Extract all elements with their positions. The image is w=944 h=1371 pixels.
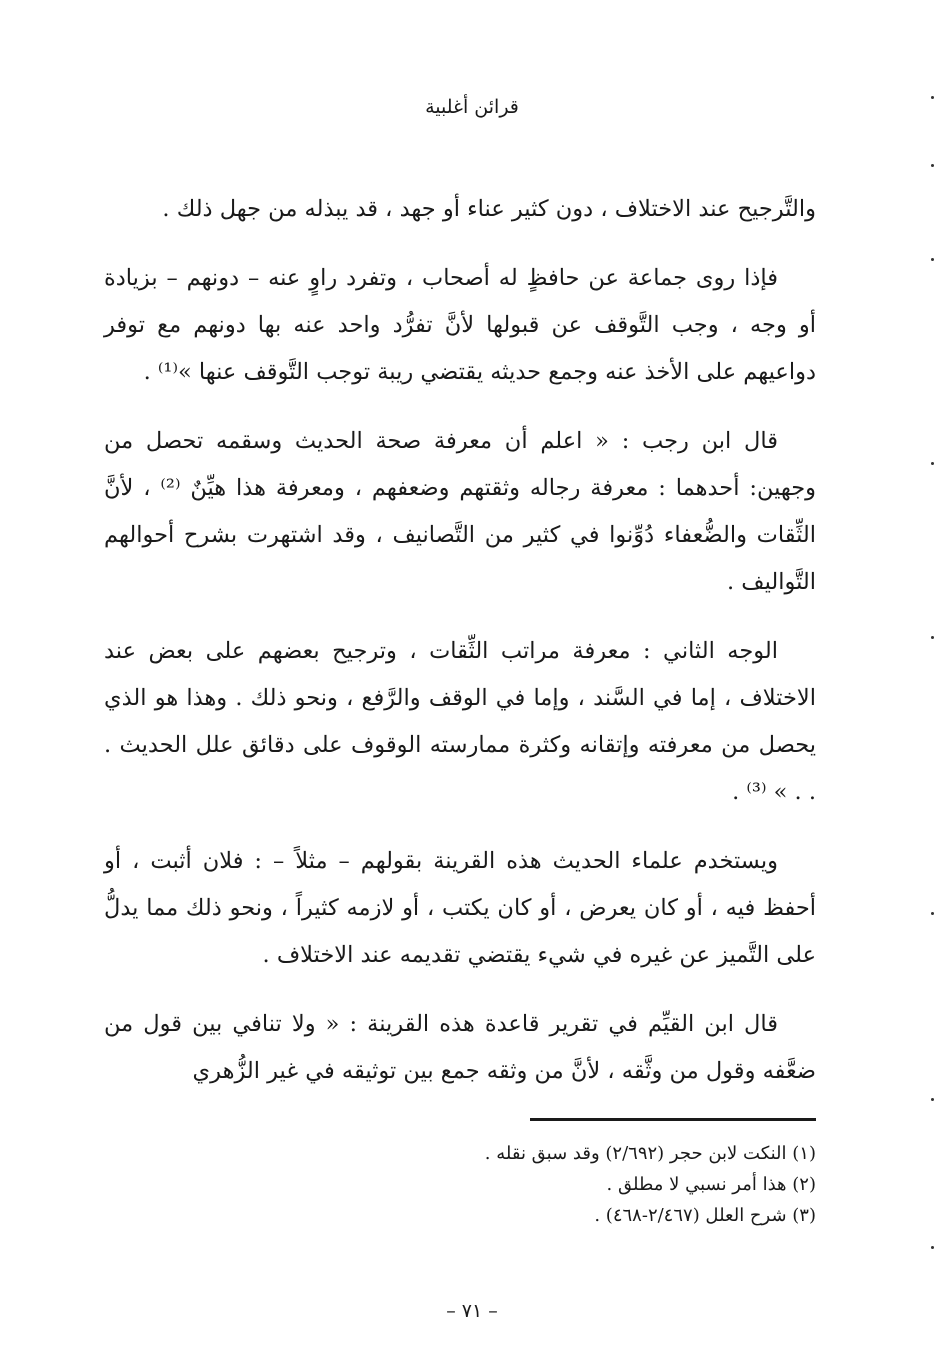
paragraph-6: قال ابن القيِّم في تقرير قاعدة هذه القرينة : « ولا تنافي بين قول من ضعَّفه وقول من وثَّقه ، لأنَّ من وثقه جمع بين توثيقه في غير الزُّهري [104, 1011, 816, 1084]
paragraph-2: فإذا روى جماعة عن حافظٍ له أصحاب ، وتفرد راوٍ عنه – دونهم – بزيادة أو وجه ، وجب التَّوقف عن قبولها لأنَّ تفرُّد واحد عنه بها دونهم مع توفر دواعيهم على الأخذ عنه وجمع حديثه يقتضي ريبة توجب التَّوقف عنها »⁽¹⁾ . [104, 265, 816, 385]
footnote-1: (١) النكت لابن حجر (٢/٦٩٢) وقد سبق نقله . [484, 1143, 816, 1164]
paragraph-5: ويستخدم علماء الحديث هذه القرينة بقولهم – مثلاً – : فلان أثبت ، أو أحفظ فيه ، أو كان يعرض ، أو كان يكتب ، أو لازمه كثيراً ، ونحو ذلك مما يدلُّ على التَّميز عن غيره في شيء يقتضي تقديمه عند الاختلاف . [104, 848, 816, 968]
scan-edge-mark [931, 96, 934, 99]
scan-edge-mark [931, 164, 934, 167]
running-title: قرائن أغلبية [425, 96, 519, 118]
main-text [104, 186, 816, 1117]
scan-edge-mark [931, 1246, 934, 1249]
paragraph-4: الوجه الثاني : معرفة مراتب الثِّقات ، وترجيح بعضهم على بعض عند الاختلاف ، إما في السَّند ، وإما في الوقف والرَّفع ، ونحو ذلك . وهذا هو الذي يحصل من معرفته وإتقانه وكثرة ممارسته الوقوف على دقائق علل الحديث . . . » ⁽³⁾ . [104, 638, 816, 805]
scan-edge-mark [931, 258, 934, 261]
page-number: – ٧١ – [446, 1300, 498, 1322]
scan-edge-mark [931, 462, 934, 465]
scan-edge-mark [931, 636, 934, 639]
paragraph-3: قال ابن رجب : « اعلم أن معرفة صحة الحديث وسقمه تحصل من وجهين: أحدهما : معرفة رجاله وثقتهم وضعفهم ، ومعرفة هذا هيِّنٌ ⁽²⁾ ، لأنَّ الثِّقات والضُّعفاء دُوِّنوا في كثير من التَّصانيف ، وقد اشتهرت بشرح أحوالهم التَّواليف . [104, 428, 817, 595]
paragraph-1: والتَّرجيح عند الاختلاف ، دون كثير عناء أو جهد ، قد يبذله من جهل ذلك . [162, 196, 816, 222]
scan-edge-mark [931, 1098, 934, 1101]
footnote-3: (٣) شرح العلل (٢/٤٦٧-٤٦٨) . [594, 1205, 816, 1226]
footnote-2: (٢) هذا أمر نسبي لا مطلق . [606, 1174, 816, 1195]
scan-edge-mark [931, 912, 934, 915]
footnotes [104, 1138, 816, 1231]
footnote-separator [530, 1118, 816, 1121]
